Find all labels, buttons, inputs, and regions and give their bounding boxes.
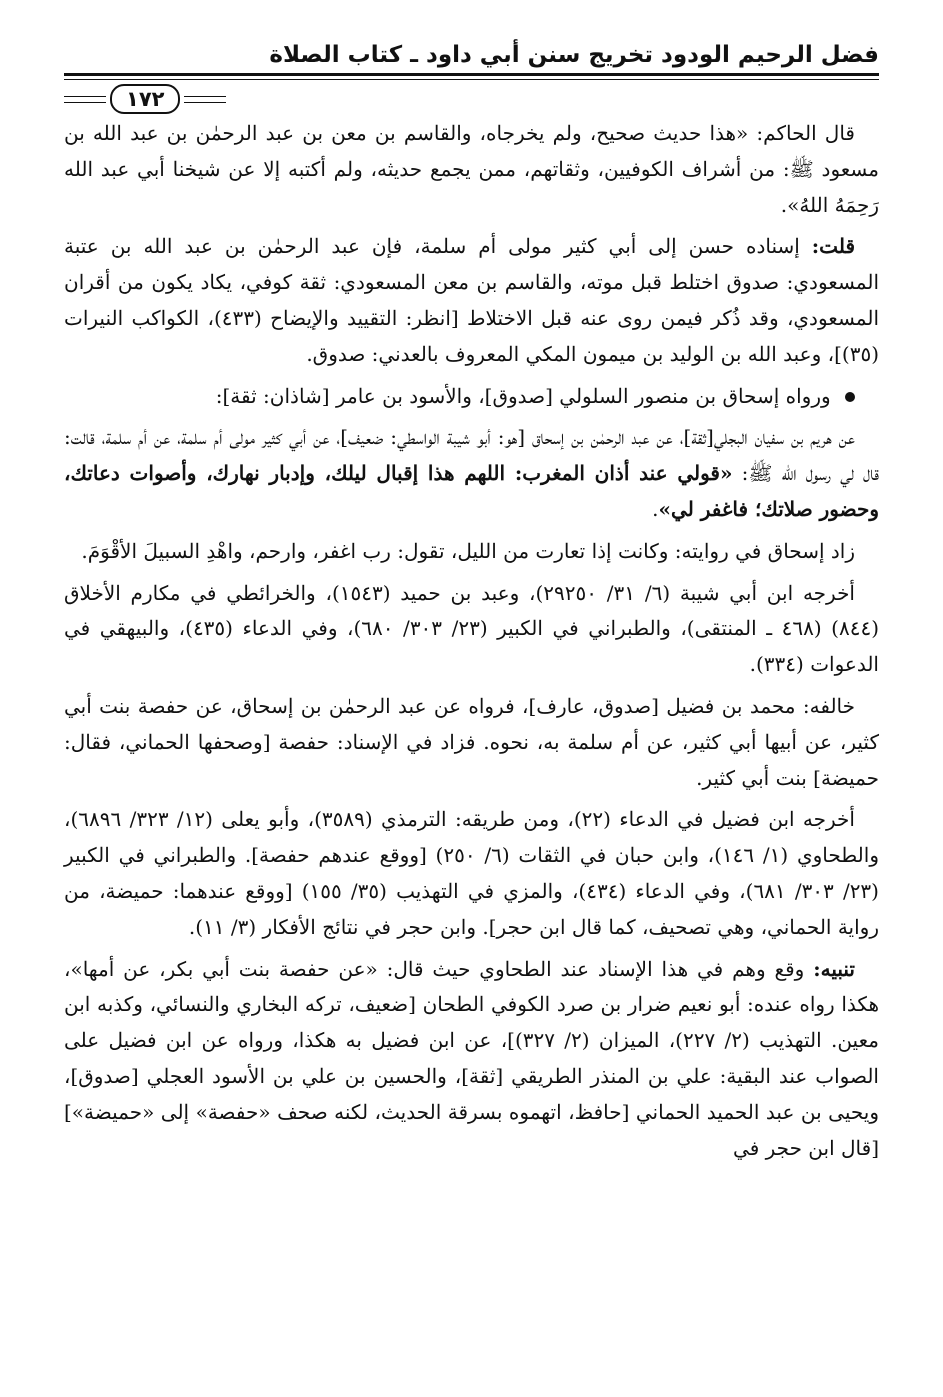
paragraph-lead: قلت: xyxy=(811,234,855,259)
paragraph-text: ورواه إسحاق بن منصور السلولي [صدوق]، والأسود بن عامر [شاذان: ثقة]: xyxy=(215,383,837,408)
paragraph-text: عن هريم بن سفيان البجلي[ثقة]، عن عبد الرحمٰن بن إسحاق [هو: أبو شيبة الواسطي: ضعيف]، عن أبي كثير مولى أم سلمة، عن أم سلمة، قالت: قال لي رسول الله ﷺ: xyxy=(64,425,879,486)
paragraph-lead: تنبيه: xyxy=(813,956,855,981)
page-body xyxy=(64,116,879,1172)
paragraph-narration-intro xyxy=(64,379,879,415)
paragraph-text: إسناده حسن إلى أبي كثير مولى أم سلمة، فإن عبد الرحمٰن بن عبد الله بن عتبة المسعودي: صدوق اختلط قبل موته، والقاسم بن معن المسعودي: ثقة كوفي، يكاد يكون من أقران المسعودي، وقد ذُكر فيمن روى عنه قبل الاختلاط [انظر: التقييد والإيضاح (٤٣٣)، الكواكب النيرات (٣٥)]، وعبد الله بن الوليد بن ميمون المكي المعروف بالعدني: صدوق. xyxy=(64,234,879,366)
paragraph-takhrij-2 xyxy=(64,802,879,945)
paragraph-warning xyxy=(64,952,879,1167)
paragraph-text: خالفه: محمد بن فضيل [صدوق، عارف]، فرواه عن عبد الرحمٰن بن إسحاق، عن حفصة بنت أبي كثير، عن أبيها أبي كثير، عن أم سلمة به، نحوه. فزاد في الإسناد: حفصة [وصحفها الحماني، فقال: حميضة] بنت أبي كثير. xyxy=(64,693,879,790)
bullet-icon xyxy=(845,392,855,402)
paragraph-author-note xyxy=(64,229,879,372)
page-header xyxy=(64,40,879,111)
paragraph-hakim-quote xyxy=(64,116,879,223)
paragraph-text: أخرجه ابن أبي شيبة (٦/ ٣١/ ٢٩٢٥٠)، وعبد بن حميد (١٥٤٣)، والخرائطي في مكارم الأخلاق (٨٤٤) (٤٦٨ ـ المنتقى)، والطبراني في الكبير (٢٣/ ٣٠٣/ ٦٨٠)، وفي الدعاء (٤٣٥)، والبيهقي في الدعوات (٣٣٤). xyxy=(64,580,880,677)
paragraph-text: زاد إسحاق في روايته: وكانت إذا تعارت من الليل، تقول: رب اغفر، وارحم، واهْدِ السبيلَ الأقْوَمَ. xyxy=(81,538,855,563)
ornament-rule xyxy=(184,96,226,103)
paragraph-text: قال الحاكم: «هذا حديث صحيح، ولم يخرجاه، والقاسم بن معن بن عبد الرحمٰن بن عبد الله بن مسعود ﷺ: من أشراف الكوفيين، وثقاتهم، ممن يجمع حديثه، ولم أكتبه إلا عن شيخنا أبي عبد الله رَحِمَهُ اللهُ». xyxy=(64,121,879,217)
paragraph-takhrij-1 xyxy=(64,576,879,683)
paragraph-text: وقع وهم في هذا الإسناد عند الطحاوي حيث قال: «عن حفصة بنت أبي بكر، عن أمها»، هكذا رواه عنده: أبو نعيم ضرار بن صرد الكوفي الطحان [ضعيف، تركه البخاري والنسائي، وكذبه ابن معين. التهذيب (٢/ ٢٢٧)، الميزان (٢/ ٣٢٧)]، عن ابن فضيل به هكذا، ورواه عن ابن فضيل على الصواب عند البقية: علي بن المنذر الطريقي [ثقة]، والحسين بن علي بن الأسود العجلي [صدوق]، ويحيى بن عبد الحميد الحماني [حافظ، اتهموه بسرقة الحديث، لكنه صحف «حفصة» إلى «حميضة»] [قال ابن حجر في xyxy=(64,956,879,1160)
page-number: ١٧٢ xyxy=(110,84,180,114)
hadith-matn: «قولي عند أذان المغرب: اللهم هذا إقبال ليلك، وإدبار نهارك، وأصوات دعاتك، وحضور صلاتك؛ فاغفر لي» xyxy=(64,461,879,521)
ornament-rule xyxy=(64,96,106,103)
paragraph-contrary-narration xyxy=(64,689,879,796)
page-number-ornament xyxy=(64,84,226,114)
paragraph-text: . xyxy=(652,496,659,521)
header-rule xyxy=(64,73,879,80)
paragraph-ishaq-addition xyxy=(64,534,879,570)
running-title: فضل الرحيم الودود تخريج سنن أبي داود ـ كتاب الصلاة xyxy=(269,42,879,68)
paragraph-hadith xyxy=(64,420,879,527)
paragraph-text: أخرجه ابن فضيل في الدعاء (٢٢)، ومن طريقه: الترمذي (٣٥٨٩)، وأبو يعلى (١٢/ ٣٢٣/ ٦٨٩٦)، والطحاوي (١/ ١٤٦)، وابن حبان في الثقات (٦/ ٢٥٠) [ووقع عندهم حفصة]. والطبراني في الكبير (٢٣/ ٣٠٣/ ٦٨١)، وفي الدعاء (٤٣٤)، والمزي في التهذيب (٣٥/ ١٥٥) [ووقع عندهما: حميضة، من رواية الحماني، وهي تصحيف، كما قال ابن حجر]. وابن حجر في نتائج الأفكار (٣/ ١١). xyxy=(64,807,879,939)
